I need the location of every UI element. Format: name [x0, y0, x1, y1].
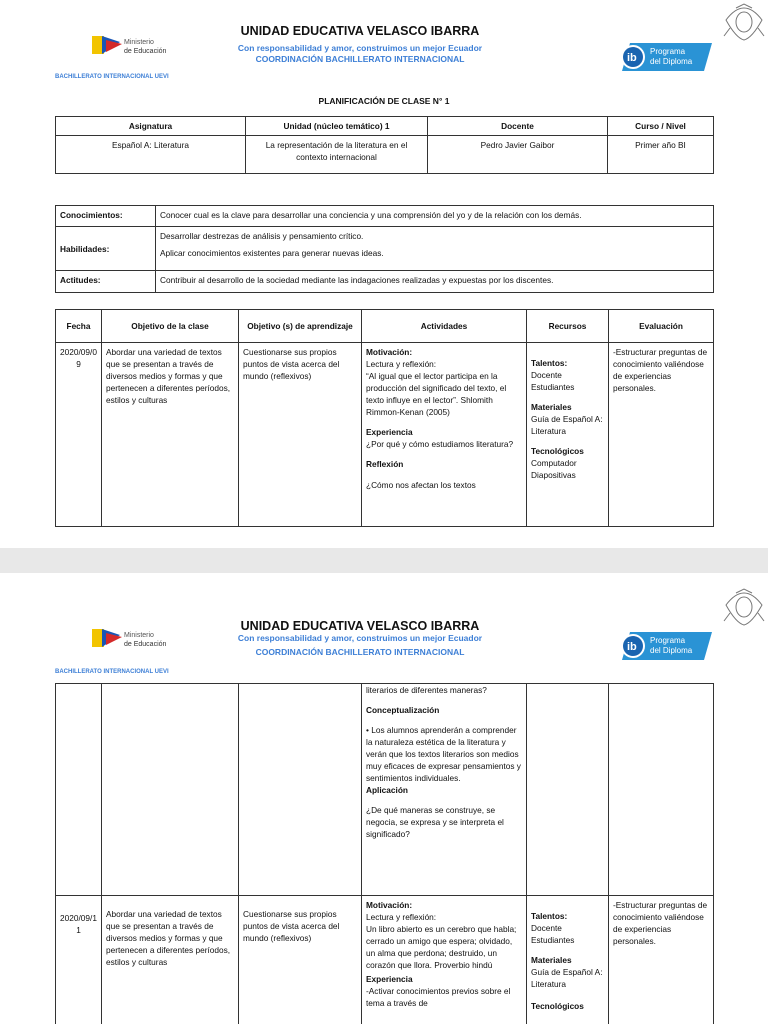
ib-mark-p2: ib — [627, 641, 637, 653]
row2-motivacion-heading: Motivación: — [366, 900, 413, 910]
row2-talentos-heading: Talentos: — [531, 911, 568, 921]
cont-objetivo — [102, 684, 239, 896]
info-value-row — [56, 136, 714, 174]
info-unidad: La representación de la literatura en el contexto internacional — [246, 136, 428, 174]
info-curso: Primer año BI — [608, 136, 714, 174]
cont-aplicacion-text: ¿De qué maneras se construye, se negocia, se expresa y se interpreta el significado? — [366, 805, 504, 839]
cont-actividades — [362, 684, 527, 896]
school-name-p2: UNIDAD EDUCATIVA VELASCO IBARRA — [240, 619, 480, 633]
row1-aprendizaje: Cuestionarse sus propios puntos de vista acerca del mundo (reflexivos) — [239, 343, 362, 527]
ministry-line1-p2: Ministerio — [124, 632, 154, 639]
row2-aprendizaje: Cuestionarse sus propios puntos de vista acerca del mundo (reflexivos) — [239, 896, 362, 1024]
school-name: UNIDAD EDUCATIVA VELASCO IBARRA — [240, 24, 480, 38]
row2-experiencia-text: -Activar conocimientos previos sobre el tema a través de — [366, 986, 511, 1008]
plan-header-row — [56, 310, 714, 343]
row2-recursos — [527, 896, 609, 1024]
plan-row-1 — [56, 343, 714, 527]
info-header-asignatura: Asignatura — [56, 117, 246, 136]
row2-tecnologicos-heading: Tecnológicos — [531, 1001, 584, 1011]
coordination-label-p2: COORDINACIÓN BACHILLERATO INTERNACIONAL — [255, 647, 465, 657]
row1-tecnologicos-text: Computador Diapositivas — [531, 458, 577, 480]
row1-talentos-text: Docente Estudiantes — [531, 370, 575, 392]
info-asignatura: Español A: Literatura — [56, 136, 246, 174]
row1-evaluacion: -Estructurar preguntas de conocimiento valiéndose de experiencias personales. — [609, 343, 714, 527]
ib-diploma-logo-p2 — [620, 631, 712, 661]
conocimientos-label: Conocimientos: — [56, 206, 156, 227]
habilidades-text-1: Desarrollar destrezas de análisis y pensamiento crítico. — [160, 231, 364, 241]
info-header-docente: Docente — [428, 117, 608, 136]
plan-header-actividades: Actividades — [362, 310, 527, 343]
cont-aprendizaje — [239, 684, 362, 896]
cont-recursos — [527, 684, 609, 896]
info-header-curso: Curso / Nivel — [608, 117, 714, 136]
ministry-line2-p2: de Educación — [124, 641, 167, 648]
row1-experiencia-heading: Experiencia — [366, 427, 413, 437]
ib-line2: del Diploma — [650, 57, 693, 66]
row1-reflexion-text: ¿Cómo nos afectan los textos — [366, 480, 476, 490]
info-table — [55, 116, 714, 174]
row2-fecha: 2020/09/11 — [56, 896, 102, 1024]
actitudes-label: Actitudes: — [56, 271, 156, 293]
habilidades-text-2: Aplicar conocimientos existentes para generar nuevas ideas. — [160, 248, 384, 258]
plan-header-evaluacion: Evaluación — [609, 310, 714, 343]
row2-actividades — [362, 896, 527, 1024]
row1-materiales-text: Guía de Español A: Literatura — [531, 414, 603, 436]
info-header-unidad: Unidad (núcleo temático) 1 — [246, 117, 428, 136]
coordination-label: COORDINACIÓN BACHILLERATO INTERNACIONAL — [255, 54, 465, 64]
cont-conceptualizacion-text: • Los alumnos aprenderán a comprender la naturaleza estética de la literatura y verán que los textos literarios son medios muy eficaces de expresar pensamientos y sentimientos individuales. — [366, 725, 521, 783]
row1-fecha: 2020/09/09 — [56, 343, 102, 527]
plan-header-recursos: Recursos — [527, 310, 609, 343]
ib-line1-p2: Programa — [650, 636, 686, 645]
ministry-line1: Ministerio — [124, 39, 154, 46]
ministry-line2: de Educación — [124, 48, 167, 55]
skills-table — [55, 205, 714, 293]
ib-diploma-logo — [620, 42, 712, 72]
school-tagline-p2: Con responsabilidad y amor, construimos un mejor Ecuador — [237, 633, 483, 643]
row1-experiencia-text: ¿Por qué y cómo estudiamos literatura? — [366, 439, 514, 449]
cont-evaluacion — [609, 684, 714, 896]
bi-label: BACHILLERATO INTERNACIONAL UEVI — [55, 74, 169, 80]
bi-label-p2: BACHILLERATO INTERNACIONAL UEVI — [55, 669, 169, 675]
plan-header-aprendizaje: Objetivo (s) de aprendizaje — [239, 310, 362, 343]
skills-row-habilidades — [56, 227, 714, 271]
ministry-logo — [92, 34, 182, 56]
habilidades-label: Habilidades: — [56, 227, 156, 271]
cont-aplicacion-heading: Aplicación — [366, 785, 408, 795]
row1-recursos — [527, 343, 609, 527]
row2-objetivo: Abordar una variedad de textos que se presentan a través de diversos medios y formas y que pertenecen a diferentes períodos, estilos y culturas — [102, 896, 239, 1024]
row1-talentos-heading: Talentos: — [531, 358, 568, 368]
row1-tecnologicos-heading: Tecnológicos — [531, 446, 584, 456]
ib-mark: ib — [627, 52, 637, 64]
row1-motivacion-text: Lectura y reflexión: “Al igual que el lector participa en la producción del significado del texto, el texto influye en el lector”. Shlomith Rimmon-Kenan (2005) — [366, 359, 507, 417]
actitudes-text: Contribuir al desarrollo de la sociedad mediante las indagaciones realizadas y expuestas por los discentes. — [156, 271, 714, 293]
national-seal-icon-p2 — [722, 587, 766, 627]
row1-motivacion-heading: Motivación: — [366, 347, 413, 357]
plan-table — [55, 309, 714, 527]
ministry-logo-p2 — [92, 627, 182, 649]
school-tagline: Con responsabilidad y amor, construimos un mejor Ecuador — [237, 43, 483, 53]
conocimientos-text: Conocer cual es la clave para desarrollar una conciencia y una comprensión del yo y de la relación con los demás. — [156, 206, 714, 227]
plan-table-continued — [55, 683, 714, 1024]
info-header-row — [56, 117, 714, 136]
row2-evaluacion: -Estructurar preguntas de conocimiento valiéndose de experiencias personales. — [609, 896, 714, 1024]
row2-motivacion-text: Lectura y reflexión: Un libro abierto es un cerebro que habla; cerrado un amigo que espera; olvidado, un alma que perdona; destruido, un corazón que llora. Proverbio hindú — [366, 912, 517, 970]
plan-header-objetivo: Objetivo de la clase — [102, 310, 239, 343]
ib-line2-p2: del Diploma — [650, 646, 693, 655]
document-page-2 — [0, 573, 768, 1024]
plan-row-continued — [56, 684, 714, 896]
document-title: PLANIFICACIÓN DE CLASE N° 1 — [318, 96, 450, 106]
info-docente: Pedro Javier Gaibor — [428, 136, 608, 174]
plan-row-2 — [56, 896, 714, 1024]
skills-row-actitudes — [56, 271, 714, 293]
row1-reflexion-heading: Reflexión — [366, 459, 404, 469]
cont-reflexion-text: literarios de diferentes maneras? — [366, 685, 487, 695]
skills-row-conocimientos — [56, 206, 714, 227]
row1-actividades — [362, 343, 527, 527]
row1-materiales-heading: Materiales — [531, 402, 572, 412]
cont-conceptualizacion-heading: Conceptualización — [366, 705, 440, 715]
row2-materiales-heading: Materiales — [531, 955, 572, 965]
plan-header-fecha: Fecha — [56, 310, 102, 343]
national-seal-icon — [722, 2, 766, 42]
row2-materiales-text: Guía de Español A: Literatura — [531, 967, 603, 989]
row2-talentos-text: Docente Estudiantes — [531, 923, 575, 945]
cont-fecha — [56, 684, 102, 896]
habilidades-cell — [156, 227, 714, 271]
ib-line1: Programa — [650, 47, 686, 56]
row1-objetivo: Abordar una variedad de textos que se presentan a través de diversos medios y formas y que pertenecen a diferentes períodos, estilos y culturas — [102, 343, 239, 527]
row2-experiencia-heading: Experiencia — [366, 974, 413, 984]
